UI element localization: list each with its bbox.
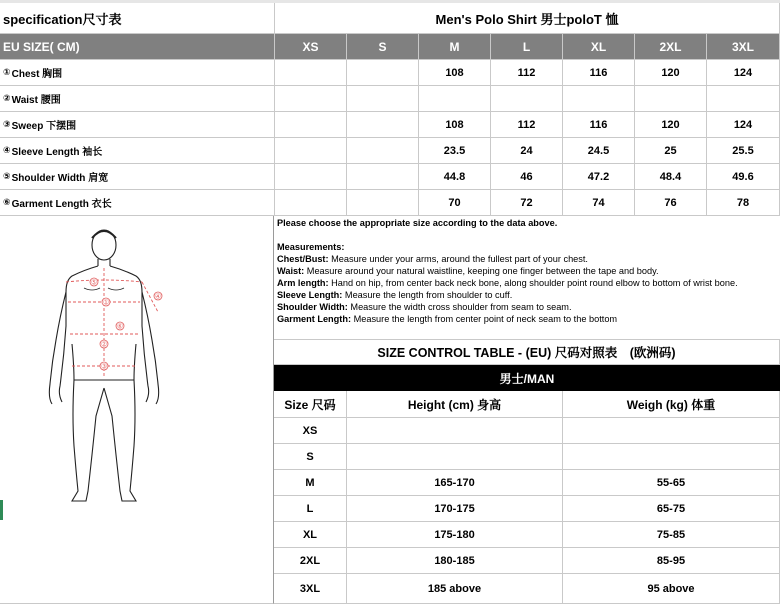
spec-value-cell [491, 86, 563, 112]
spec-value-cell: 46 [491, 164, 563, 190]
row-label-text: Sweep 下摆围 [11, 121, 77, 132]
spec-value-cell: 72 [491, 190, 563, 216]
spec-value-cell [419, 86, 491, 112]
spec-value-cell: 44.8 [419, 164, 491, 190]
note-item [277, 289, 777, 301]
row-number: ③ [3, 119, 11, 129]
size-header-l: L [491, 34, 563, 60]
control-cell: XL [274, 522, 347, 548]
notes-intro: Please choose the appropriate size according to the data above. [277, 218, 558, 228]
control-cell: S [274, 444, 347, 470]
note-item [277, 313, 777, 325]
spec-value-cell: 116 [563, 60, 635, 86]
control-header-2: Weigh (kg) 体重 [563, 391, 780, 418]
control-cell: L [274, 496, 347, 522]
row-number: ⑥ [3, 197, 11, 207]
spec-value-cell: 124 [707, 60, 780, 86]
note-text: Measure the length from center point of neck seam to the bottom [351, 314, 618, 324]
measurement-notes [274, 216, 780, 340]
spec-value-cell [275, 138, 347, 164]
sheet-edge-marker [0, 500, 3, 520]
row-label-text: Chest 胸围 [11, 69, 63, 80]
spec-value-cell: 48.4 [635, 164, 707, 190]
note-term: Waist: [277, 266, 305, 276]
spec-value-cell [347, 190, 419, 216]
control-cell: 95 above [563, 574, 780, 604]
marker-2: ② [100, 340, 108, 349]
product-title: Men's Polo Shirt 男士poloT 恤 [275, 3, 780, 34]
control-cell [563, 418, 780, 444]
control-cell [347, 444, 563, 470]
row-number: ⑤ [3, 171, 11, 181]
spec-value-cell: 112 [491, 60, 563, 86]
spec-value-cell: 112 [491, 112, 563, 138]
note-text: Measure the length from shoulder to cuff. [342, 290, 513, 300]
spec-row-label [0, 60, 275, 86]
spec-value-cell [347, 60, 419, 86]
spec-value-cell [347, 112, 419, 138]
spec-value-cell: 120 [635, 60, 707, 86]
marker-6: ⑥ [116, 322, 124, 331]
note-term: Arm length: [277, 278, 329, 288]
spec-value-cell: 24.5 [563, 138, 635, 164]
spec-value-cell: 47.2 [563, 164, 635, 190]
spec-value-cell [275, 164, 347, 190]
spec-value-cell: 78 [707, 190, 780, 216]
spec-value-cell: 25.5 [707, 138, 780, 164]
spec-value-cell: 74 [563, 190, 635, 216]
spec-value-cell [347, 164, 419, 190]
control-title: SIZE CONTROL TABLE - (EU) 尺码对照表 (欧洲码) [274, 340, 780, 365]
spec-value-cell: 108 [419, 60, 491, 86]
row-number: ④ [3, 145, 11, 155]
size-header-s: S [347, 34, 419, 60]
body-outline-illustration [0, 216, 273, 516]
note-term: Garment Length: [277, 314, 352, 324]
spec-row-label [0, 138, 275, 164]
spec-value-cell: 23.5 [419, 138, 491, 164]
spec-value-cell [275, 112, 347, 138]
row-label-text: Waist 腰围 [11, 95, 61, 106]
control-header-1: Height (cm) 身高 [347, 391, 563, 418]
control-cell [347, 418, 563, 444]
spec-value-cell: 120 [635, 112, 707, 138]
row-label-text: Sleeve Length 袖长 [11, 147, 103, 158]
control-cell: 3XL [274, 574, 347, 604]
size-header-xs: XS [275, 34, 347, 60]
spec-value-cell [275, 60, 347, 86]
body-measurement-figure [0, 216, 274, 604]
spec-row-label [0, 164, 275, 190]
control-cell: 75-85 [563, 522, 780, 548]
marker-3: ③ [100, 362, 108, 371]
control-cell [563, 444, 780, 470]
control-cell: 2XL [274, 548, 347, 574]
spec-value-cell [563, 86, 635, 112]
size-header-3xl: 3XL [707, 34, 780, 60]
spec-value-cell: 24 [491, 138, 563, 164]
control-cell: XS [274, 418, 347, 444]
notes-heading: Measurements: [277, 242, 345, 252]
control-cell: 175-180 [347, 522, 563, 548]
note-term: Sleeve Length: [277, 290, 343, 300]
note-item [277, 301, 777, 313]
row-number: ① [3, 67, 11, 77]
control-cell: 165-170 [347, 470, 563, 496]
note-text: Measure under your arms, around the fullest part of your chest. [328, 254, 588, 264]
spec-value-cell: 116 [563, 112, 635, 138]
note-text: Measure the width cross shoulder from seam to seam. [347, 302, 572, 312]
marker-5: ⑤ [90, 278, 98, 287]
row-label-text: Garment Length 衣长 [11, 199, 112, 210]
spec-value-cell [275, 86, 347, 112]
marker-1: ① [102, 298, 110, 307]
spec-value-cell [275, 190, 347, 216]
spec-corner-title: specification尺寸表 [0, 3, 275, 34]
note-text: Hand on hip, from center back neck bone, along shoulder point round elbow to bottom of wrist bone. [328, 278, 738, 288]
spec-value-cell [347, 138, 419, 164]
control-cell: 185 above [347, 574, 563, 604]
spec-row-label [0, 112, 275, 138]
spec-value-cell: 108 [419, 112, 491, 138]
control-cell: 180-185 [347, 548, 563, 574]
eu-size-label: EU SIZE( CM) [0, 34, 275, 60]
control-cell: 55-65 [563, 470, 780, 496]
spec-row-label [0, 190, 275, 216]
spec-value-cell: 124 [707, 112, 780, 138]
spec-value-cell: 49.6 [707, 164, 780, 190]
row-number: ② [3, 93, 11, 103]
marker-4: ④ [154, 292, 162, 301]
size-header-xl: XL [563, 34, 635, 60]
notes-items [277, 253, 777, 325]
control-cell: 170-175 [347, 496, 563, 522]
spec-value-cell: 76 [635, 190, 707, 216]
spec-value-cell: 70 [419, 190, 491, 216]
note-text: Measure around your natural waistline, keeping one finger between the tape and body. [304, 266, 659, 276]
spec-value-cell [347, 86, 419, 112]
spec-value-cell: 25 [635, 138, 707, 164]
spec-row-label [0, 86, 275, 112]
control-cell: M [274, 470, 347, 496]
note-item [277, 277, 777, 289]
control-header-0: Size 尺码 [274, 391, 347, 418]
control-gender-bar: 男士/MAN [274, 365, 780, 391]
control-cell: 85-95 [563, 548, 780, 574]
row-label-text: Shoulder Width 肩宽 [11, 173, 109, 184]
note-term: Shoulder Width: [277, 302, 348, 312]
note-item [277, 253, 777, 265]
size-header-2xl: 2XL [635, 34, 707, 60]
spec-value-cell [707, 86, 780, 112]
note-term: Chest/Bust: [277, 254, 329, 264]
note-item [277, 265, 777, 277]
control-cell: 65-75 [563, 496, 780, 522]
spec-value-cell [635, 86, 707, 112]
size-header-m: M [419, 34, 491, 60]
